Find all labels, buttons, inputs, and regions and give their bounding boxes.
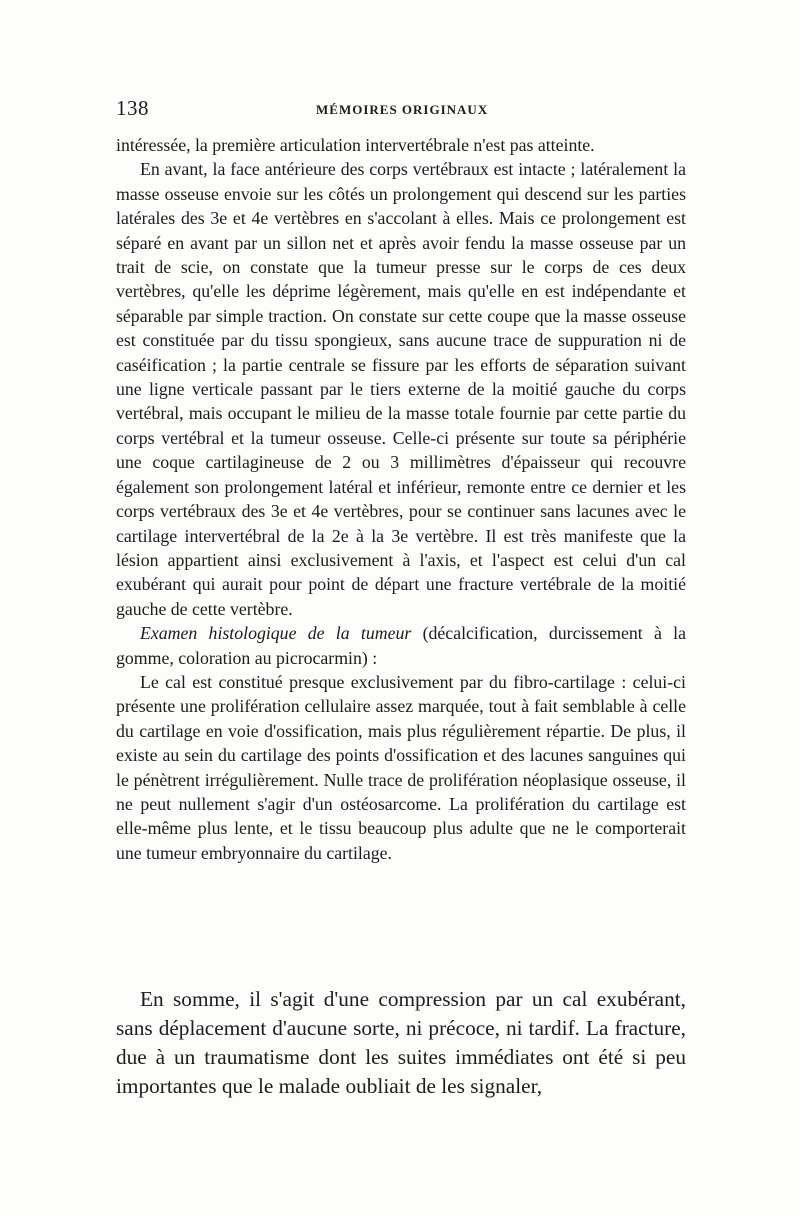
paragraph-conclusion: En somme, il s'agit d'une compression par un cal exubérant, sans déplacement d'aucune sorte, ni précoce, ni tardif. La fracture, due à un traumatisme dont les suites immédiates ont été si peu importantes que le malade oubliait de les signaler,	[116, 987, 686, 1098]
body-text	[116, 133, 686, 865]
histology-heading-italic: Examen histologique de la tumeur	[140, 623, 412, 644]
histology-heading-rest: (décalcification, durcissement à la gomme, coloration au picrocarmin) :	[116, 623, 686, 668]
page-header	[116, 96, 688, 126]
paragraph-continued: intéressée, la première articulation intervertébrale n'est pas atteinte.	[116, 135, 595, 155]
conclusion-text	[116, 985, 686, 1101]
paragraph-callus: Le cal est constitué presque exclusivement par du fibro-cartilage : celui-ci présente une prolifération cellulaire assez marquée, tout à fait semblable à celle du cartilage en voie d'ossification, mais plus régulièrement répartie. De plus, il existe au sein du cartilage des points d'ossification et des lacunes sanguines qui le pénètrent irrégulièrement. Nulle trace de prolifération néoplasique osseuse, il ne peut nullement s'agir d'un ostéosarcome. La prolifération du cartilage est elle-même plus lente, et le tissu beaucoup plus adulte que ne le comporterait une tumeur embryonnaire du cartilage.	[116, 671, 686, 863]
page-number: 138	[116, 96, 149, 120]
running-title: MÉMOIRES ORIGINAUX	[316, 102, 489, 117]
paragraph-anterior-face: En avant, la face antérieure des corps vertébraux est intacte ; latéralement la masse osseuse envoie sur les côtés un prolongement qui descend sur les parties latérales des 3e et 4e vertèbres en s'accolant à elles. Mais ce prolongement est séparé en avant par un sillon net et après avoir fendu la masse osseuse par un trait de scie, on constate que la tumeur presse sur le corps de ces deux vertèbres, qu'elle les déprime légèrement, mais qu'elle en est indépendante et séparable par simple traction. On constate sur cette coupe que la masse osseuse est constituée par du tissu spongieux, sans aucune trace de suppuration ni de caséification ; la partie centrale se fissure par les efforts de séparation suivant une ligne verticale passant par le tiers externe de la moitié gauche du corps vertébral, mais occupant le milieu de la masse totale fournie par cette partie du corps vertébral et la tumeur osseuse. Celle-ci présente sur toute sa périphérie une coque cartilagineuse de 2 ou 3 millimètres d'épaisseur qui recouvre également son prolongement latéral et inférieur, remonte entre ce dernier et les corps vertébraux des 3e et 4e vertèbres, pour se continuer sans lacunes avec le cartilage intervertébral de la 2e à la 3e vertèbre. Il est très manifeste que la lésion appartient ainsi exclusivement à l'axis, et l'aspect est celui d'un cal exubérant qui aurait pour point de départ une fracture vertébrale de la moitié gauche de cette vertèbre.	[116, 159, 686, 619]
paragraph-histology-heading	[116, 621, 686, 670]
